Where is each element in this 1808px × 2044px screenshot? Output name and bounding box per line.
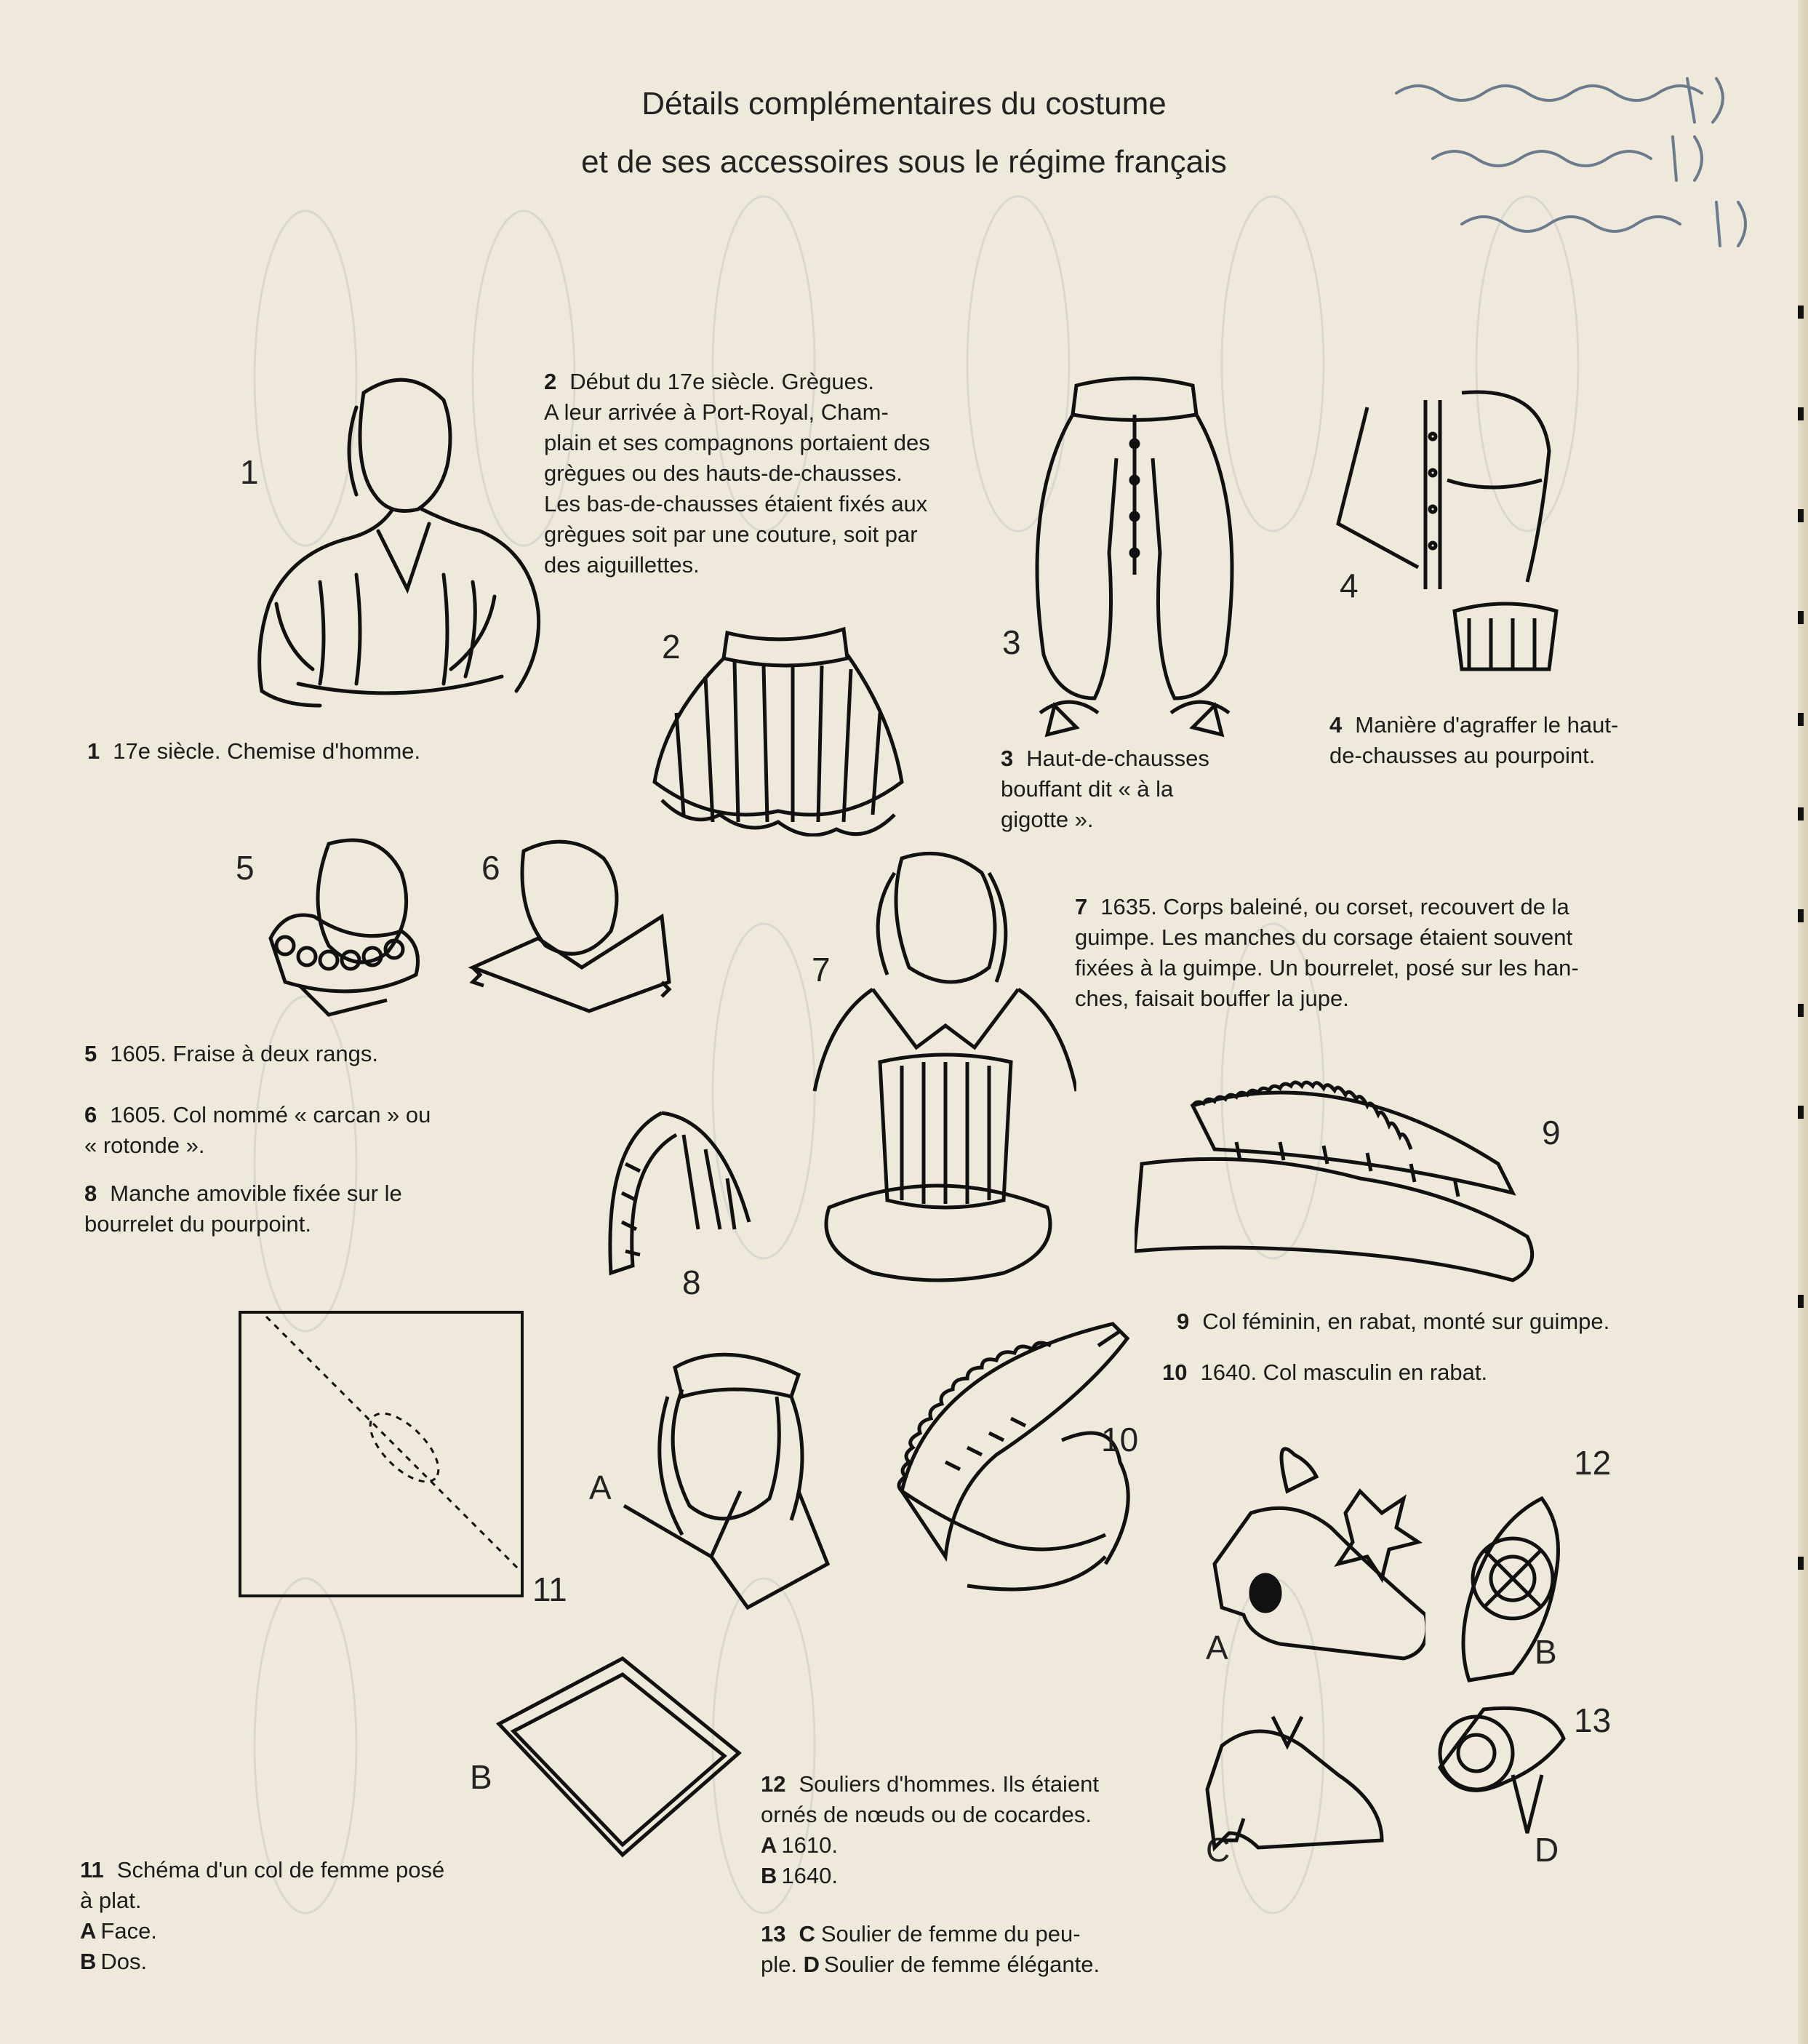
caption-line: bouffant dit « à la	[1001, 776, 1174, 802]
caption-line: grègues soit par une couture, soit par	[544, 522, 918, 547]
caption-line: Début du 17e siècle. Grègues.	[569, 369, 875, 394]
caption-line: 1640.	[781, 1863, 838, 1888]
caption-line: ornés de nœuds ou de cocardes.	[761, 1802, 1092, 1827]
caption-key: C	[799, 1921, 815, 1947]
illustration-mens-shirt	[233, 364, 553, 727]
caption-line: 1635. Corps baleiné, ou corset, recouvert de la	[1100, 894, 1569, 919]
caption-line: Souliers d'hommes. Ils étaient	[799, 1771, 1100, 1797]
caption-number: 1	[87, 738, 100, 764]
caption-key: B	[80, 1949, 97, 1974]
caption-text: 1605. Fraise à deux rangs.	[110, 1041, 379, 1066]
caption-line: gigotte ».	[1001, 807, 1094, 832]
illustration-feminine-collar	[1135, 1062, 1556, 1295]
caption-number: 5	[84, 1041, 97, 1066]
caption-key: B	[761, 1863, 777, 1888]
caption-line: 1610.	[781, 1832, 838, 1858]
caption-line: Haut-de-chausses	[1026, 746, 1209, 771]
caption-line: à plat.	[80, 1888, 142, 1913]
caption-number: 2	[544, 369, 557, 394]
binding-tick	[1798, 1557, 1804, 1570]
caption-line: guimpe. Les manches du corsage étaient souvent	[1075, 925, 1573, 950]
caption-line: A leur arrivée à Port-Royal, Cham-	[544, 399, 889, 425]
figure-label-11a: A	[589, 1469, 612, 1506]
binding-tick	[1798, 407, 1804, 420]
figure-label-12a: A	[1206, 1629, 1228, 1666]
binding-tick	[1798, 509, 1804, 522]
illustration-collar-face	[617, 1338, 835, 1615]
handwritten-margin-note	[1382, 64, 1789, 297]
caption-13	[761, 1919, 1193, 1980]
figure-label-11: 11	[532, 1570, 567, 1608]
binding-tick	[1798, 611, 1804, 624]
binding-tick	[1798, 909, 1804, 922]
illustration-carcan-collar	[465, 829, 676, 1018]
caption-5	[84, 1039, 557, 1069]
caption-key: A	[80, 1918, 97, 1944]
caption-number: 10	[1162, 1360, 1188, 1385]
caption-line: de-chausses au pourpoint.	[1329, 743, 1596, 768]
caption-line: ple.	[761, 1952, 797, 1977]
caption-line: grègues ou des hauts-de-chausses.	[544, 460, 903, 486]
page-title-line-1: Détails complémentaires du costume	[641, 86, 1167, 121]
figure-label-3: 3	[1002, 623, 1021, 661]
figure-label-12: 12	[1574, 1444, 1612, 1482]
illustration-womens-shoe-d	[1425, 1695, 1571, 1855]
caption-line: bourrelet du pourpoint.	[84, 1211, 311, 1237]
figure-label-1: 1	[240, 453, 259, 491]
caption-7	[1075, 892, 1725, 1014]
caption-9	[1177, 1306, 1744, 1337]
figure-label-4: 4	[1340, 567, 1359, 604]
caption-line: Manière d'agraffer le haut-	[1355, 712, 1619, 738]
illustration-hooking-method	[1331, 378, 1564, 684]
caption-text: 17e siècle. Chemise d'homme.	[113, 738, 421, 764]
caption-number: 13	[761, 1921, 786, 1947]
page-title-line-2: et de ses accessoires sous le régime français	[581, 144, 1227, 180]
illustration-collar-back	[492, 1651, 743, 1862]
illustration-collar-schema	[237, 1309, 525, 1599]
binding-tick	[1798, 807, 1804, 821]
binding-tick	[1798, 1004, 1804, 1017]
binding-tick	[1798, 1295, 1804, 1308]
illustration-mens-shoe-b	[1447, 1484, 1585, 1688]
figure-label-11b: B	[470, 1758, 492, 1796]
illustration-corset	[800, 844, 1076, 1295]
caption-number: 7	[1075, 894, 1088, 919]
caption-11	[80, 1855, 545, 1977]
figure-label-13d: D	[1535, 1831, 1559, 1869]
figure-label-13c: C	[1206, 1831, 1231, 1869]
binding-tick	[1798, 306, 1804, 319]
caption-number: 4	[1329, 712, 1343, 738]
caption-number: 11	[80, 1857, 104, 1883]
caption-text: Col féminin, en rabat, monté sur guimpe.	[1202, 1309, 1610, 1334]
figure-label-7: 7	[812, 951, 831, 989]
caption-number: 3	[1001, 746, 1014, 771]
caption-line: Face.	[100, 1918, 157, 1944]
caption-12	[761, 1769, 1193, 1891]
illustration-haut-de-chausses	[1025, 371, 1244, 749]
caption-line: fixées à la guimpe. Un bourrelet, posé sur les han-	[1075, 955, 1579, 981]
caption-key: D	[803, 1952, 820, 1977]
caption-line: Schéma d'un col de femme posé	[116, 1857, 445, 1883]
caption-line: Dos.	[100, 1949, 148, 1974]
illustration-fraise	[256, 829, 431, 1018]
caption-line: ches, faisait bouffer la jupe.	[1075, 986, 1349, 1011]
caption-line: Soulier de femme élégante.	[824, 1952, 1100, 1977]
caption-line: des aiguillettes.	[544, 552, 700, 578]
figure-label-10: 10	[1101, 1421, 1139, 1458]
caption-line: 1605. Col nommé « carcan » ou	[110, 1102, 431, 1127]
caption-6	[84, 1100, 557, 1161]
figure-label-12b: B	[1535, 1633, 1557, 1671]
caption-8	[84, 1178, 557, 1239]
illustration-gregues	[647, 626, 909, 837]
caption-2	[544, 367, 1009, 580]
illustration-womens-shoe-c	[1200, 1702, 1389, 1862]
figure-label-9: 9	[1542, 1114, 1561, 1151]
figure-label-6: 6	[481, 849, 500, 887]
caption-10	[1162, 1357, 1729, 1388]
caption-text: 1640. Col masculin en rabat.	[1200, 1360, 1488, 1385]
figure-label-5: 5	[236, 849, 255, 887]
binding-tick	[1798, 713, 1804, 726]
caption-number: 8	[84, 1181, 97, 1206]
caption-number: 9	[1177, 1309, 1190, 1334]
caption-line: plain et ses compagnons portaient des	[544, 430, 930, 455]
caption-key: A	[761, 1832, 777, 1858]
caption-number: 12	[761, 1771, 786, 1797]
illustration-removable-sleeve	[596, 1106, 756, 1280]
figure-label-13: 13	[1574, 1701, 1612, 1739]
caption-3	[1001, 743, 1252, 835]
caption-line: Manche amovible fixée sur le	[110, 1181, 402, 1206]
caption-1	[87, 736, 538, 767]
caption-line: « rotonde ».	[84, 1133, 205, 1158]
caption-4	[1329, 710, 1722, 771]
figure-label-8: 8	[682, 1263, 701, 1301]
caption-line: Les bas-de-chausses étaient fixés aux	[544, 491, 928, 516]
illustration-mens-shoe-a	[1207, 1433, 1425, 1680]
caption-line: Soulier de femme du peu-	[820, 1921, 1081, 1947]
illustration-masculine-collar	[873, 1317, 1178, 1637]
figure-label-2: 2	[662, 628, 681, 666]
caption-number: 6	[84, 1102, 97, 1127]
binding-tick	[1798, 1106, 1804, 1119]
